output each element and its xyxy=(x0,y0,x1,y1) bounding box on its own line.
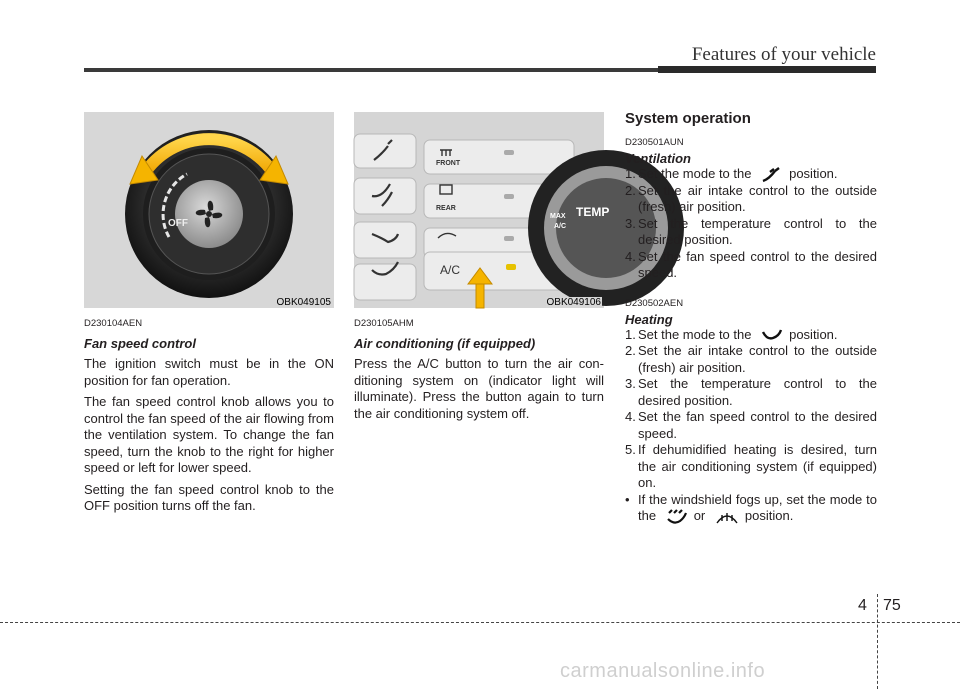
right-column xyxy=(625,110,877,525)
step-text: If dehumidified heating is desired, turn the air conditioning system (if equipped) on. xyxy=(638,442,877,491)
list-item xyxy=(625,376,877,409)
page-number: 75 xyxy=(883,597,901,614)
subsection-heading: Ventilation xyxy=(625,151,691,166)
paragraph: Press the A/C button to turn the air con-ditioning system on (indicator light will illuminate). Press the button again to turn the air conditioning system off. xyxy=(354,356,604,421)
ac-label: A/C xyxy=(440,263,461,277)
floor-defrost-mode-icon xyxy=(666,509,688,525)
floor-vent-mode-icon xyxy=(761,328,783,342)
list-item xyxy=(625,183,877,216)
step-text: position. xyxy=(789,166,838,181)
max-label: MAX xyxy=(550,213,566,220)
rear-label: REAR xyxy=(436,205,456,212)
heating-steps xyxy=(625,327,877,525)
list-item xyxy=(625,249,877,282)
subsection-heading: Heating xyxy=(625,311,673,327)
middle-column xyxy=(354,112,610,422)
ventilation-steps xyxy=(625,166,877,282)
front-label: FRONT xyxy=(436,160,461,167)
watermark: carmanualsonline.info xyxy=(560,660,766,682)
left-column xyxy=(84,112,334,515)
max-ac-label: A/C xyxy=(554,223,567,230)
step-number: 1. xyxy=(625,166,636,181)
step-text: Set the air intake control to the outside (fresh) air position. xyxy=(638,343,877,375)
bullet-item xyxy=(625,492,877,525)
section-heading: Fan speed control xyxy=(84,336,196,351)
defrost-mode-icon xyxy=(715,509,739,525)
paragraph: The ignition switch must be in the ON position for fan operation. xyxy=(84,356,334,388)
knob-off-label: OFF xyxy=(168,218,188,229)
step-text: Set the mode to the xyxy=(638,326,752,342)
footer-rule xyxy=(0,622,960,623)
figure-code: OBK049105 xyxy=(276,297,331,308)
section-title: System operation xyxy=(625,110,751,127)
temp-label: TEMP xyxy=(576,205,610,219)
step-number: 1. xyxy=(625,326,636,342)
header-title: Features of your vehicle xyxy=(691,44,876,65)
step-text: position. xyxy=(789,326,838,342)
step-number: 5. xyxy=(625,442,636,458)
paragraph: The fan speed control knob allows you to control the fan speed of the air flowing from the ventilation system. To change the fan speed, turn the knob to the right for higher speed or left for lower speed. xyxy=(84,394,334,475)
step-number: 2. xyxy=(625,343,636,359)
list-item xyxy=(625,442,877,492)
bullet-mark: • xyxy=(625,491,630,507)
doc-code: D230501AUN xyxy=(625,137,684,148)
paragraph: Setting the fan speed control knob to the OFF position turns off the fan. xyxy=(84,481,334,513)
list-item xyxy=(625,343,877,376)
step-text: position. xyxy=(744,508,794,524)
header-rule-accent xyxy=(658,66,876,73)
step-text: Set the air intake control to the outside (fresh) air position. xyxy=(638,182,877,215)
or-text: or xyxy=(693,508,706,524)
chapter-number: 4 xyxy=(858,597,867,614)
step-number: 2. xyxy=(625,182,636,198)
step-text: Set the temperature control to the desired position. xyxy=(638,376,877,408)
step-text: Set the mode to the xyxy=(638,166,752,181)
doc-code: D230502AEN xyxy=(625,297,684,309)
ac-panel-illustration xyxy=(354,112,610,308)
step-text: If the windshield fogs up, set the mode to the xyxy=(638,491,877,524)
list-item xyxy=(625,327,877,344)
step-text: Set the fan speed control to the desired speed. xyxy=(638,409,877,441)
step-number: 4. xyxy=(625,409,636,425)
step-text: Set the fan speed control to the desired speed. xyxy=(638,248,877,281)
doc-code: D230104AEN xyxy=(84,318,143,329)
figure-code: OBK049106 xyxy=(546,297,601,308)
list-item xyxy=(625,409,877,442)
face-vent-mode-icon xyxy=(761,167,783,183)
list-item xyxy=(625,216,877,249)
fan-knob-figure xyxy=(84,112,334,308)
ac-panel-figure xyxy=(354,112,610,308)
footer-divider xyxy=(877,594,878,689)
step-number: 3. xyxy=(625,215,636,231)
fan-knob-illustration xyxy=(84,112,334,308)
step-text: Set the temperature control to the desired position. xyxy=(638,215,877,248)
section-heading: Air conditioning (if equipped) xyxy=(354,336,536,351)
step-number: 4. xyxy=(625,248,636,264)
doc-code: D230105AHM xyxy=(354,318,414,329)
step-number: 3. xyxy=(625,376,636,392)
list-item xyxy=(625,166,877,183)
